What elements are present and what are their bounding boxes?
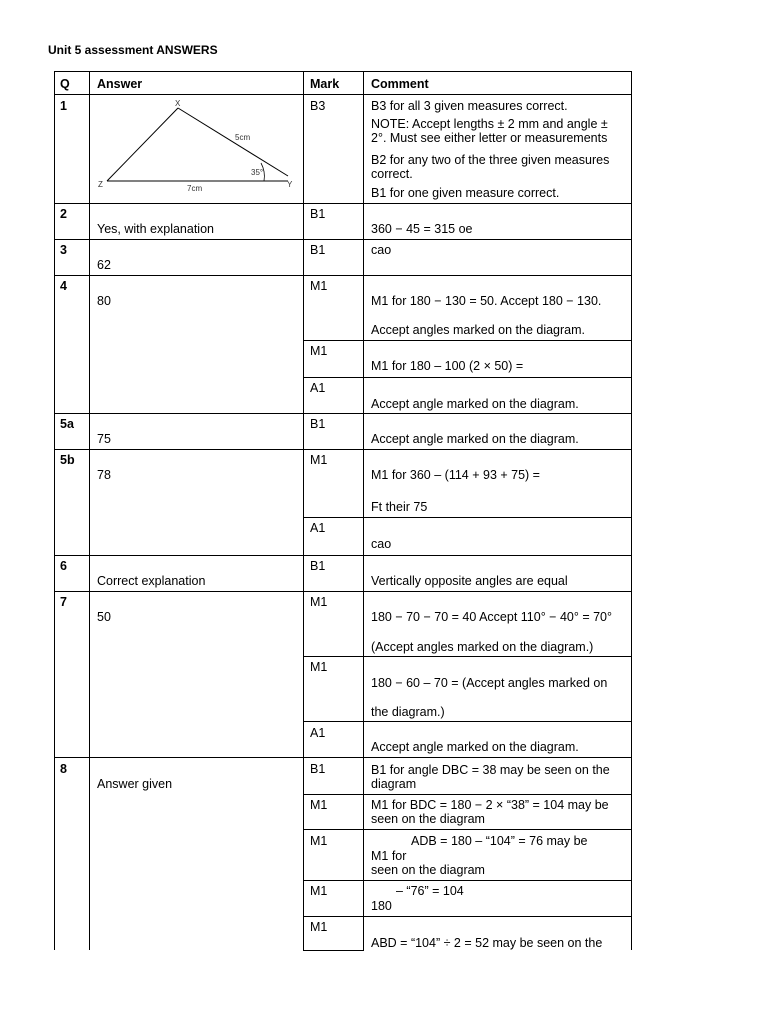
answer: 50 (97, 610, 111, 624)
mark: M1 (310, 798, 328, 812)
comment: seen on the diagram (371, 812, 485, 826)
sub-row-line (303, 794, 632, 795)
row-line (54, 71, 632, 72)
comment: B2 for any two of the three given measures (371, 153, 610, 167)
answer: Correct explanation (97, 574, 206, 588)
mark: M1 (310, 884, 328, 898)
row-line (54, 275, 632, 276)
answer: 78 (97, 468, 111, 482)
comment: Accept angle marked on the diagram. (371, 397, 579, 411)
triangle-diagram (95, 97, 300, 197)
side-length-xy: 5cm (235, 133, 251, 142)
comment: Ft their 75 (371, 500, 428, 514)
comment: M1 for BDC = 180 − 2 × “38” = 104 may be (371, 798, 609, 812)
comment: diagram (371, 777, 417, 791)
comment: B1 for angle DBC = 38 may be seen on the (371, 763, 610, 777)
header-q: Q (60, 77, 70, 91)
q-number: 2 (60, 207, 67, 221)
mark: M1 (310, 660, 328, 674)
vertex-label-z: Z (98, 180, 103, 189)
answer: 62 (97, 258, 111, 272)
answer: 80 (97, 294, 111, 308)
mark: M1 (310, 595, 328, 609)
mark: B1 (310, 243, 326, 257)
row-line (54, 413, 632, 414)
sub-row-line (303, 377, 632, 378)
comment: seen on the diagram (371, 863, 485, 877)
header-answer: Answer (97, 77, 143, 91)
comment: M1 for (371, 849, 407, 863)
mark: M1 (310, 453, 328, 467)
comment: M1 for 180 − 130 = 50. Accept 180 − 130. (371, 294, 602, 308)
comment: Accept angles marked on the diagram. (371, 323, 586, 337)
row-line (54, 757, 632, 758)
q-number: 5a (60, 417, 74, 431)
sub-row-line (303, 517, 632, 518)
q-number: 8 (60, 762, 67, 776)
comment: cao (371, 243, 392, 257)
comment: Vertically opposite angles are equal (371, 574, 568, 588)
comment: M1 for 180 – 100 (2 × 50) = (371, 359, 524, 373)
q-number: 6 (60, 559, 67, 573)
comment: B1 for one given measure correct. (371, 186, 560, 200)
mark: B3 (310, 99, 326, 113)
q-number: 7 (60, 595, 67, 609)
mark: A1 (310, 521, 326, 535)
comment: B3 for all 3 given measures correct. (371, 99, 568, 113)
comment: ABD = “104” ÷ 2 = 52 may be seen on the (371, 936, 603, 950)
comment: 180 − 70 − 70 = 40 Accept 110° − 40° = 70° (371, 610, 612, 624)
mark: B1 (310, 762, 326, 776)
mark: A1 (310, 381, 326, 395)
header-mark: Mark (310, 77, 340, 91)
vertex-label-x: X (175, 99, 181, 108)
comment: – “76” = 104 (396, 884, 464, 898)
comment: NOTE: Accept lengths ± 2 mm and angle ± (371, 117, 608, 131)
comment: Accept angle marked on the diagram. (371, 432, 579, 446)
q-number: 3 (60, 243, 67, 257)
sub-row-line (303, 880, 632, 881)
comment: (Accept angles marked on the diagram.) (371, 640, 594, 654)
comment: ADB = 180 – “104” = 76 may be (411, 834, 588, 848)
sub-row-line (303, 829, 632, 830)
mark: M1 (310, 834, 328, 848)
comment: M1 for 360 – (114 + 93 + 75) = (371, 468, 540, 482)
comment: 180 − 60 – 70 = (Accept angles marked on (371, 676, 608, 690)
row-line (54, 591, 632, 592)
answer: Yes, with explanation (97, 222, 214, 236)
mark: M1 (310, 920, 328, 934)
row-line (54, 94, 632, 95)
row-line (54, 239, 632, 240)
header-comment: Comment (371, 77, 429, 91)
answer: Answer given (97, 777, 173, 791)
comment: 180 (371, 899, 392, 913)
comment: Accept angle marked on the diagram. (371, 740, 579, 754)
comment: correct. (371, 167, 413, 181)
comment: the diagram.) (371, 705, 445, 719)
row-line (54, 555, 632, 556)
document-title: Unit 5 assessment ANSWERS (48, 43, 218, 57)
comment: 360 − 45 = 315 oe (371, 222, 473, 236)
mark: M1 (310, 344, 328, 358)
mark: B1 (310, 207, 326, 221)
q-number: 1 (60, 99, 67, 113)
q-number: 5b (60, 453, 75, 467)
row-line (54, 449, 632, 450)
answer: 75 (97, 432, 111, 446)
sub-row-line (303, 721, 632, 722)
side-length-zy: 7cm (187, 184, 203, 193)
mark: M1 (310, 279, 328, 293)
sub-row-line (303, 656, 632, 657)
mark: A1 (310, 726, 326, 740)
angle-label: 35° (251, 168, 264, 177)
sub-row-line (303, 916, 632, 917)
sub-row-line (303, 950, 364, 951)
mark: B1 (310, 559, 326, 573)
comment: cao (371, 537, 392, 551)
vertex-label-y: Y (287, 180, 293, 189)
comment: 2°. Must see either letter or measurements (371, 131, 608, 145)
sub-row-line (303, 340, 632, 341)
row-line (54, 203, 632, 204)
mark: B1 (310, 417, 326, 431)
q-number: 4 (60, 279, 67, 293)
